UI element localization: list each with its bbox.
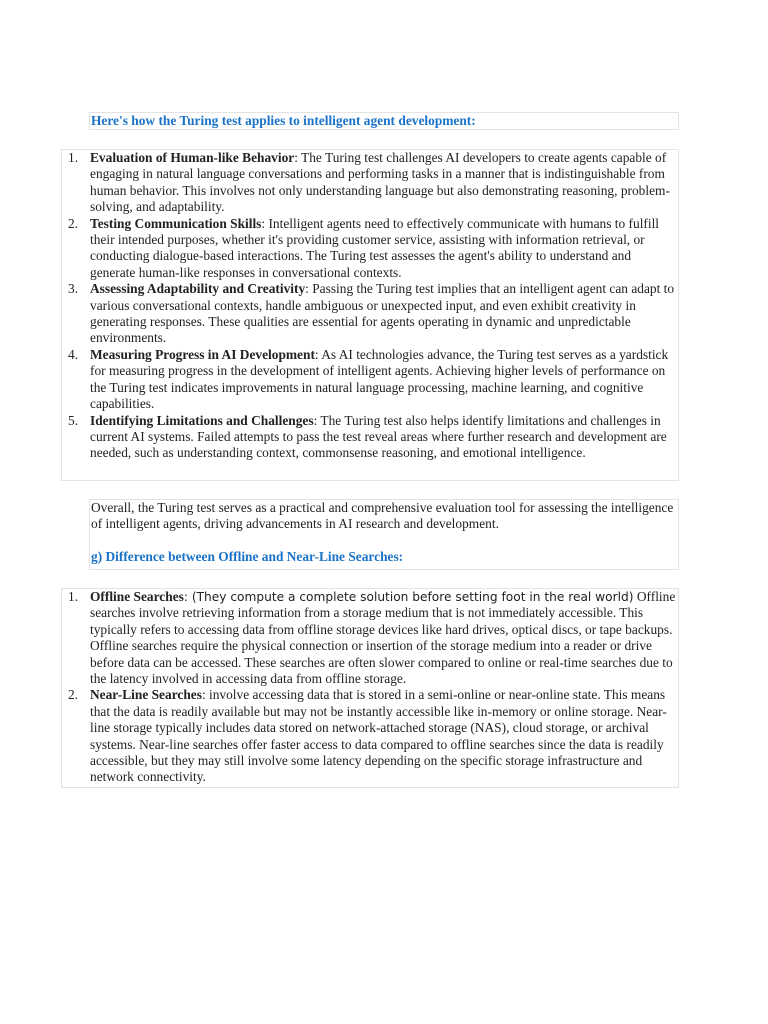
list-item [62, 347, 678, 413]
intro-heading-block [89, 112, 679, 130]
list-number: 1. [68, 150, 79, 165]
list-item [62, 281, 678, 347]
list-text: : Intelligent agents need to effectively communicate with humans to fulfill their intended purposes, whether it's providing customer service, assisting with information retrieval, or conducting dialogue-based interactions. The Turing test assesses the agent's ability to understand and generate human-like responses in conversational contexts. [90, 215, 660, 280]
list-item [62, 413, 678, 462]
list-number: 2. [68, 215, 79, 231]
list-number: 3. [68, 281, 79, 297]
list-item [62, 216, 678, 282]
overall-paragraph: Overall, the Turing test serves as a practical and comprehensive evaluation tool for assessing the intelligence of intelligent agents, driving advancements in AI research and development. [91, 500, 674, 532]
list-number: 4. [68, 346, 79, 362]
list-text: : Passing the Turing test implies that an intelligent agent can adapt to various conversational contexts, handle ambiguous or unexpected input, and even exhibit creativity in generating responses. These qualities are essential for agents operating in dynamic and unpredictable environments. [90, 281, 675, 346]
list-text: : involve accessing data that is stored in a semi-online or near-online state. This means that the data is readily available but may not be instantly accessible like in-memory or online storage. Near-line storage typically includes data stored on network-attached storage (NAS), cloud storage, or archival systems. Near-line searches offer faster access to data compared to offline searches since the data is readily accessible, but they may still involve some latency depending on the specific storage infrastructure and network connectivity. [90, 687, 667, 785]
list-term: Offline Searches [90, 589, 184, 604]
intro-heading: Here's how the Turing test applies to intelligent agent development: [91, 113, 476, 128]
turing-list-block [61, 149, 679, 481]
search-list-block [61, 588, 679, 788]
list-item [62, 150, 678, 216]
turing-list [62, 150, 678, 462]
list-term: Near-Line Searches [90, 687, 202, 703]
list-term: Assessing Adaptability and Creativity [90, 281, 306, 297]
section-g-heading: g) Difference between Offline and Near-Line Searches: [91, 548, 404, 564]
list-term: Measuring Progress in AI Development [90, 346, 315, 362]
list-term: Identifying Limitations and Challenges [90, 412, 314, 428]
list-text: : The Turing test challenges AI developers to create agents capable of engaging in natural language conversations and performing tasks in a manner that is indistinguishable from human behavior. This involves not only understanding language but also demonstrating reasoning, problem-solving, and adaptability. [90, 150, 670, 215]
search-list [62, 589, 678, 786]
list-item [62, 589, 678, 687]
list-text: : The Turing test also helps identify limitations and challenges in current AI systems. Failed attempts to pass the test reveal areas where further research and development are needed, such as understanding context, commonsense reasoning, and emotional intelligence. [90, 412, 667, 461]
list-item [62, 687, 678, 785]
list-aside: : (They compute a complete solution before setting foot in the real world) [183, 590, 634, 604]
list-term: Testing Communication Skills [90, 215, 262, 231]
list-number: 2. [68, 687, 79, 703]
list-text: Offline searches involve retrieving information from a storage medium that is not immediately accessible. This typically refers to accessing data from offline storage devices like hard drives, optical discs, or tape backups. Offline searches require the physical connection or insertion of the storage medium into a reader or drive before data can be accessed. These searches are often slower compared to online or real-time searches due to the latency involved in accessing data from offline storage. [90, 589, 676, 687]
list-number: 5. [68, 412, 79, 428]
list-term: Evaluation of Human-like Behavior [90, 150, 295, 165]
list-text: : As AI technologies advance, the Turing test serves as a yardstick for measuring progress in the development of intelligent agents. Achieving higher levels of performance on the Turing test indicates improvements in natural language processing, machine learning, and cognitive capabilities. [90, 346, 669, 412]
overall-block [89, 499, 679, 570]
list-number: 1. [68, 589, 79, 604]
